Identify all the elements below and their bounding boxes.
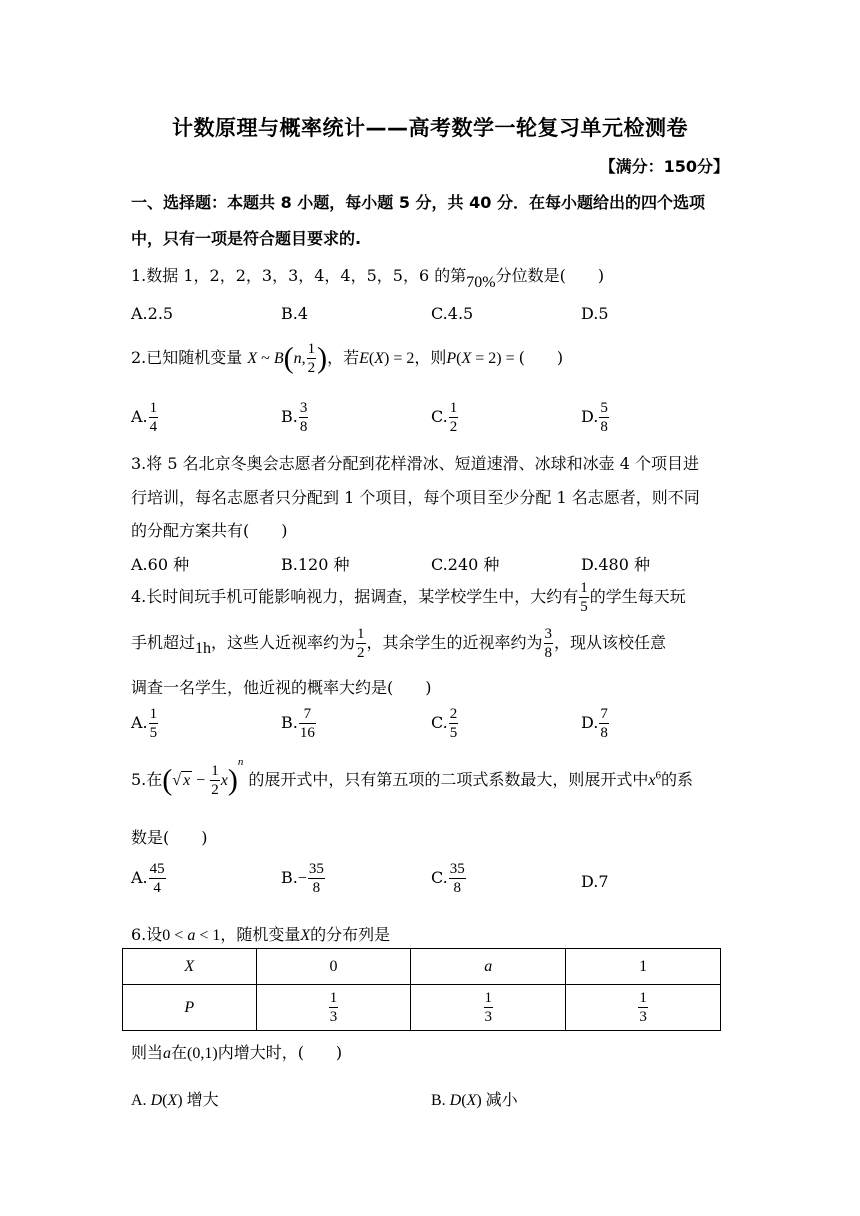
question-5-line1: 5.在(√ x − $\frac{1}{2}$ x)$^n$ 的展开式中，只有第五项的二项式系数最大，则展开式中$x^6$的系	[131, 755, 694, 798]
section-instructions-line1: 一、选择题：本题共 8 小题，每小题 5 分，共 40 分．在每小题给出的四个选项	[131, 193, 705, 212]
formula-x-binomial: X	[247, 350, 258, 367]
question-6-line1: 6.设0 < a < 1，随机变量X的分布列是	[131, 925, 391, 944]
q3-option-d[interactable]: D.480 种	[581, 555, 650, 574]
full-score-label: 【满分：150分】	[599, 157, 729, 176]
question-1-stem: 1.数据 1，2，2，3，3，4，4，5，5，6 的第70%分位数是( )	[131, 266, 605, 291]
question-3-line1: 3.将 5 名北京冬奥会志愿者分配到花样滑冰、短道速滑、冰球和冰壶 4 个项目进	[131, 454, 699, 473]
table-cell: $\frac{1}{3}$	[411, 985, 566, 1031]
question-3-line3: 的分配方案共有( )	[131, 521, 288, 540]
table-cell: P	[123, 985, 257, 1031]
q1-option-a[interactable]: A.2.5	[131, 304, 174, 323]
q4-option-a[interactable]: A. $\frac{1}{5}$	[131, 706, 158, 741]
table-row	[123, 985, 721, 1031]
q2-option-b[interactable]: B. $\frac{3}{8}$	[281, 400, 308, 435]
q4-option-b[interactable]: B. $\frac{7}{16}$	[281, 706, 315, 741]
question-4-line2: 手机超过1h，这些人近视率约为 $\frac{1}{2}$ ，其余学生的近视率约为 $\frac{3}{8}$ ，现从该校任意	[131, 626, 667, 661]
table-row	[123, 949, 721, 985]
table-cell: 1	[566, 949, 721, 985]
q4-option-c[interactable]: C. $\frac{2}{5}$	[431, 706, 458, 741]
question-3-line2: 行培训，每名志愿者只分配到 1 个项目，每个项目至少分配 1 名志愿者，则不同	[131, 488, 700, 507]
table-cell: $\frac{1}{3}$	[256, 985, 411, 1031]
q6-option-a[interactable]: A. D(X) 增大	[131, 1090, 219, 1109]
q1-option-d[interactable]: D.5	[581, 304, 609, 323]
q5-option-a[interactable]: A. $\frac{45}{4}$	[131, 861, 165, 896]
table-cell: a	[411, 949, 566, 985]
q3-option-a[interactable]: A.60 种	[131, 555, 190, 574]
table-cell: 0	[256, 949, 411, 985]
q2-option-d[interactable]: D. $\frac{5}{8}$	[581, 400, 608, 435]
question-4-line3: 调查一名学生，他近视的概率大约是( )	[131, 678, 432, 697]
percentile-value: 70%	[466, 274, 496, 291]
table-cell: X	[123, 949, 257, 985]
q3-option-b[interactable]: B.120 种	[281, 555, 350, 574]
page-title: 计数原理与概率统计——高考数学一轮复习单元检测卷	[172, 116, 688, 140]
question-2-stem: 2.已知随机变量 X ~ B(n, $\frac{1}{2}$ )，若E(X) = 2，则P(X = 2) = ( )	[131, 341, 564, 376]
question-4-line1: 4.长时间玩手机可能影响视力，据调查，某学校学生中，大约有 $\frac{1}{5}$ 的学生每天玩	[131, 580, 686, 615]
q5-option-c[interactable]: C. $\frac{35}{8}$	[431, 861, 465, 896]
q3-option-c[interactable]: C.240 种	[431, 555, 500, 574]
q5-option-b[interactable]: B.− $\frac{35}{8}$	[281, 861, 324, 896]
question-6-line2: 则当a在(0,1)内增大时，( )	[131, 1043, 343, 1062]
question-5-line2: 数是( )	[131, 828, 208, 847]
q1-option-b[interactable]: B.4	[281, 304, 309, 323]
q2-option-a[interactable]: A. $\frac{1}{4}$	[131, 400, 158, 435]
q6-option-b[interactable]: B. D(X) 减小	[431, 1090, 518, 1109]
distribution-table	[122, 948, 721, 1031]
q2-option-c[interactable]: C. $\frac{1}{2}$	[431, 400, 458, 435]
section-instructions-line2: 中，只有一项是符合题目要求的.	[131, 229, 362, 248]
q4-option-d[interactable]: D. $\frac{7}{8}$	[581, 706, 608, 741]
q5-option-d[interactable]: D.7	[581, 872, 609, 891]
q1-option-c[interactable]: C.4.5	[431, 304, 474, 323]
table-cell: $\frac{1}{3}$	[566, 985, 721, 1031]
